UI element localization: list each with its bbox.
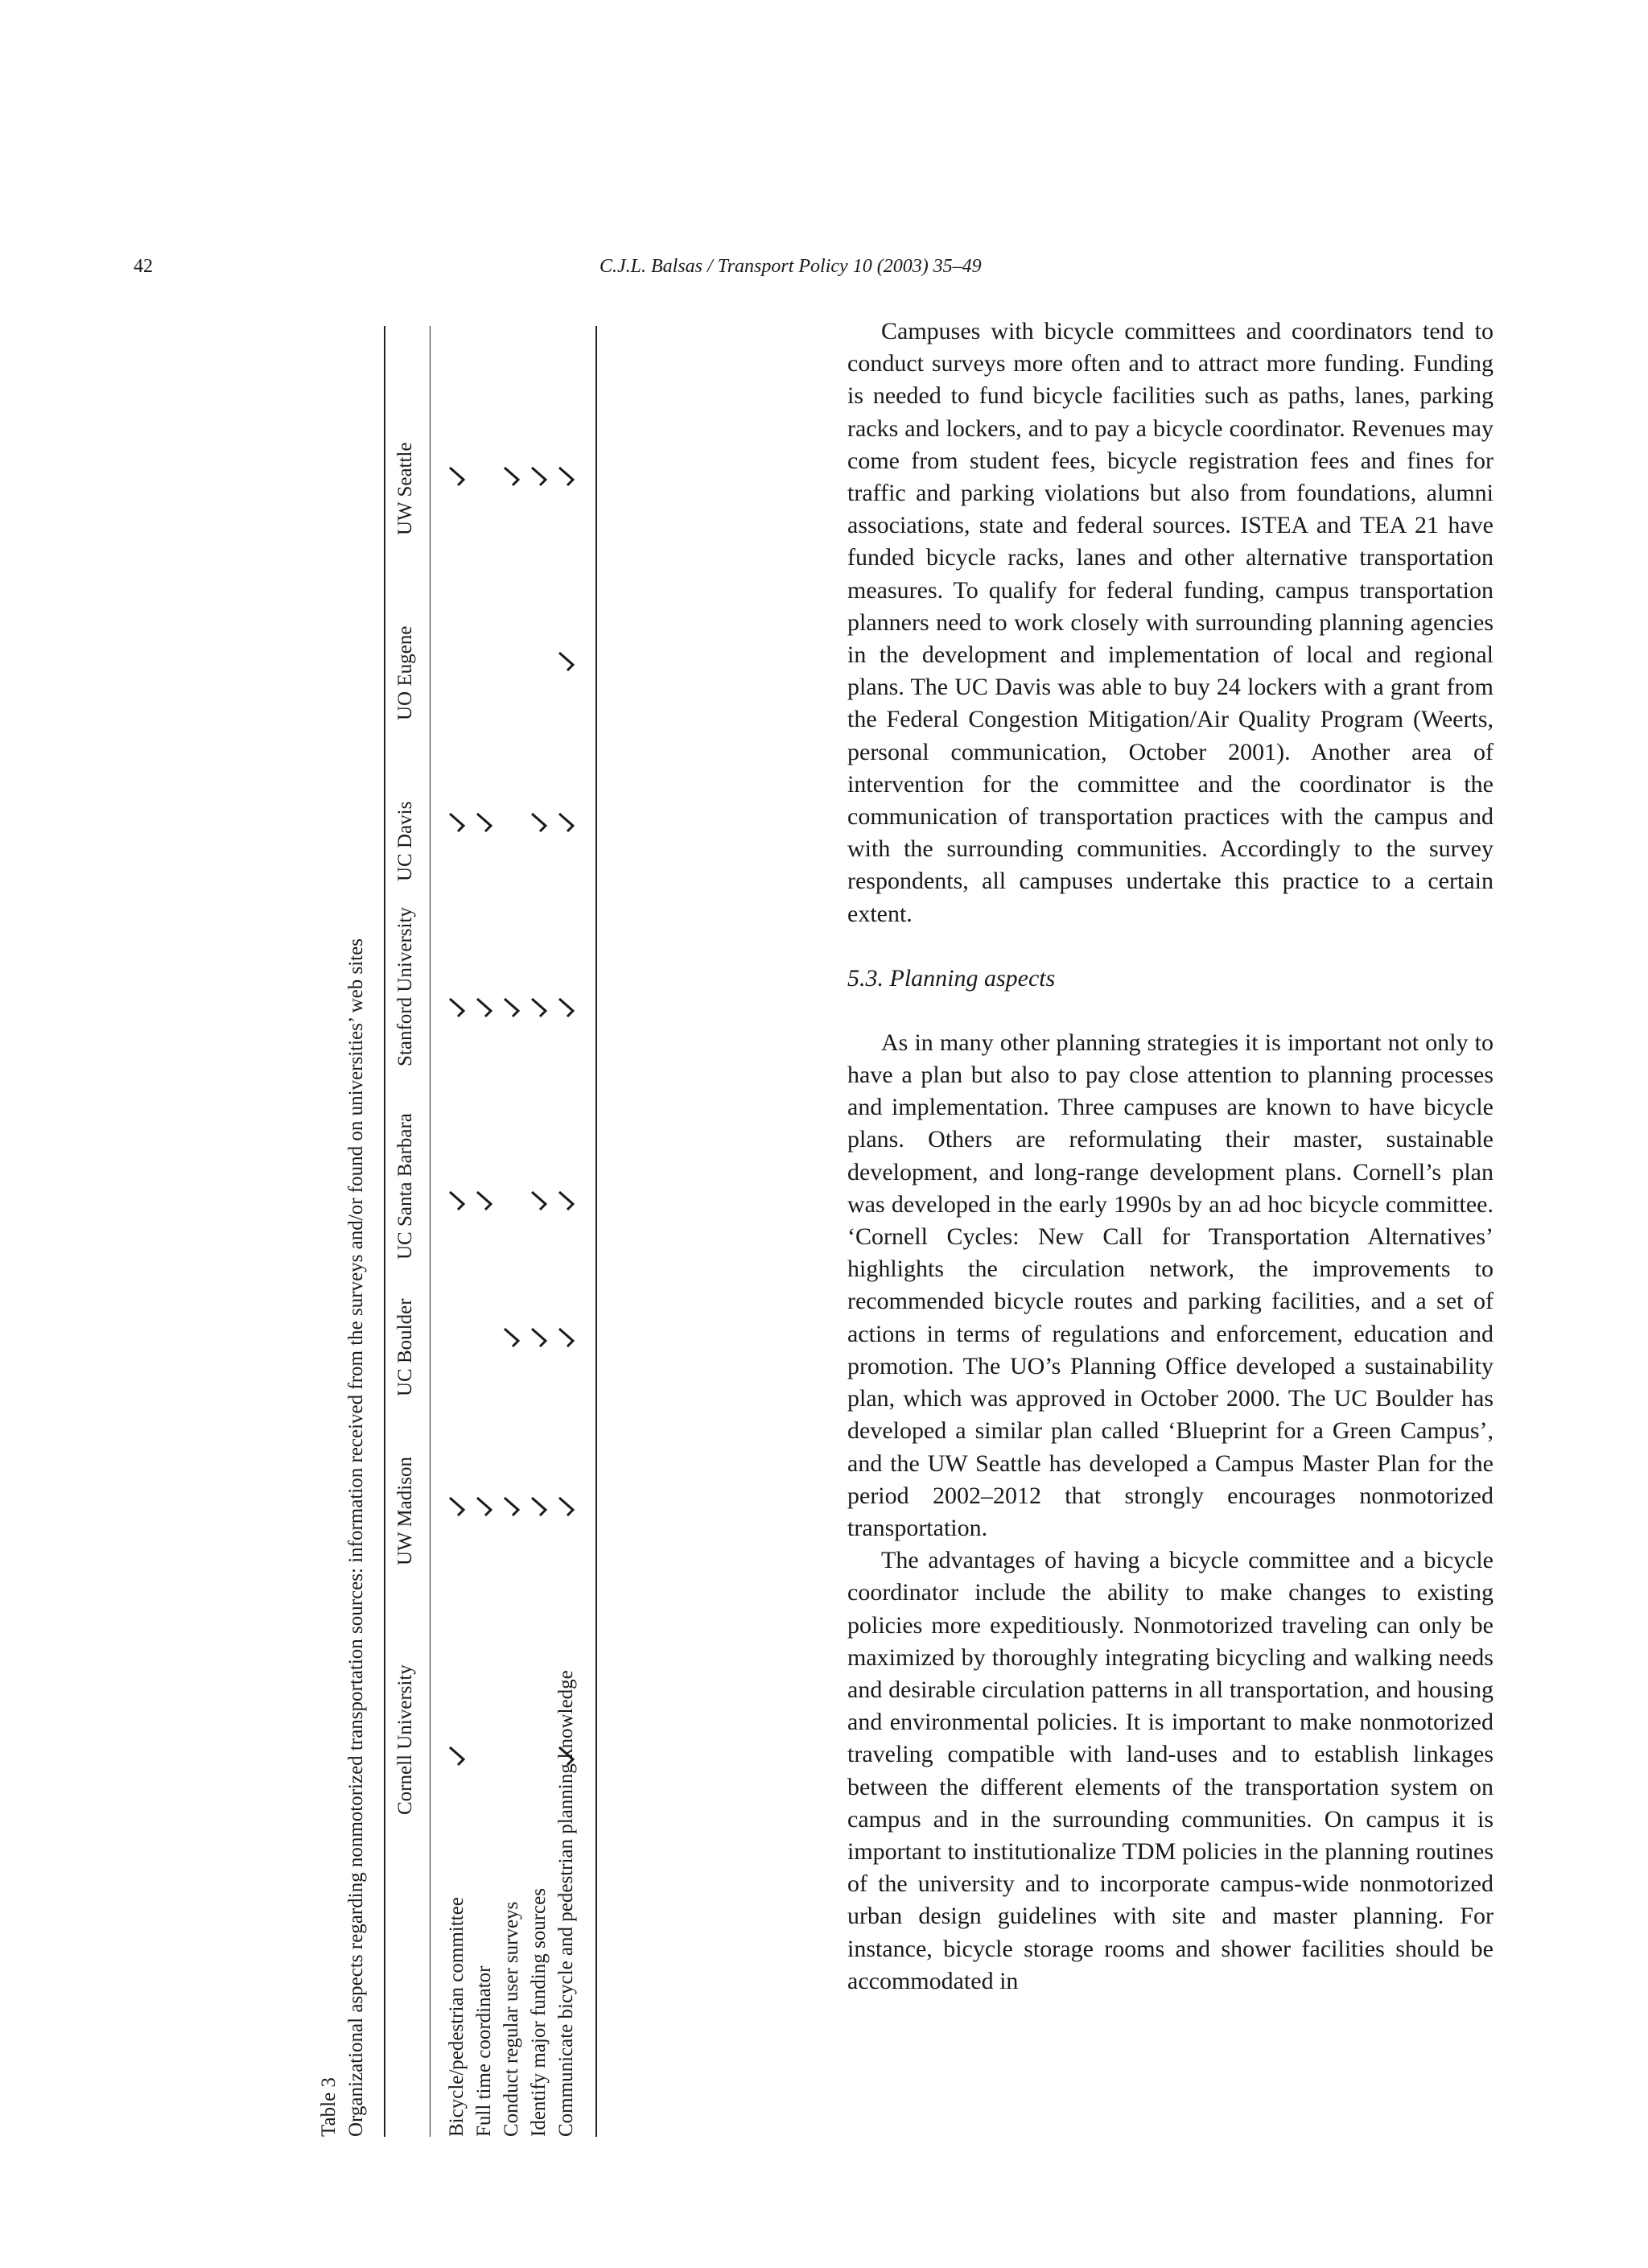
paragraph-funding: Campuses with bicycle committees and coordinators tend to conduct surveys more often and to attract more funding. Funding is needed to fund bicycle facilities such as paths, lanes, parking racks and lockers, and to pay a bicycle coordinator. Revenues may come from student fees, bicycle registration fees and fines for traffic and parking violations but also from foundations, alumni associations, state and federal sources. ISTEA and TEA 21 have funded bicycle racks, lanes and other alternative transportation measures. To qualify for federal funding, campus transportation planners need to work closely with surrounding planning agencies in the development and implementation of local and regional plans. The UC Davis was able to buy 24 lockers with a grant from the Federal Congestion Mitigation/Air Quality Program (Weerts, personal communication, October 2001). Another area of intervention for the committee and the coordinator is the communication of transportation practices with the campus and with the surrounding communities. Accordingly to the survey respondents, all campuses undertake this practice to a certain extent.: [847, 318, 1494, 927]
paragraph-planning: As in many other planning strategies it is important not only to have a plan but also to pay close attention to planning processes and implementation. Three campuses are known to have bicycle plans. Others are reformulating their master, sustainable development, and long-range development plans. Cornell’s plan was developed in the early 1990s by an ad hoc bicycle committee. ‘Cornell Cycles: New Call for Transportation Alternatives’ highlights the circulation network, the improvements to recommended bicycle routes and parking facilities, and a set of actions in terms of regulations and enforcement, education and promotion. The UO’s Planning Office developed a sustainability plan, which was approved in October 2000. The UC Boulder has developed a similar plan called ‘Blueprint for a Green Campus’, and the UW Seattle has developed a Campus Master Plan for the period 2002–2012 that strongly encourages nonmotorized transportation.: [847, 1029, 1494, 1541]
check-icon: [529, 997, 549, 1018]
check-icon: [475, 812, 494, 833]
section-heading: 5.3. Planning aspects: [847, 964, 1056, 992]
running-header: C.J.L. Balsas / Transport Policy 10 (2003) 35–49: [599, 256, 982, 277]
check-icon: [529, 812, 549, 833]
table-rule-bottom: [595, 326, 597, 2137]
check-icon: [475, 997, 494, 1018]
check-icon: [529, 1190, 549, 1211]
check-icon: [475, 1190, 494, 1211]
table-row: [473, 326, 501, 2137]
check-icon: [475, 1496, 494, 1517]
check-icon: [502, 1496, 521, 1517]
table-3: [315, 326, 597, 2137]
table-row: [555, 326, 583, 2137]
check-icon: [557, 812, 576, 833]
row-label: Bicycle/pedestrian committee: [446, 1897, 468, 2137]
check-icon: [447, 1496, 467, 1517]
check-icon: [557, 651, 576, 672]
row-label: Identify major funding sources: [528, 1888, 550, 2137]
table-label: Table 3: [318, 2077, 340, 2137]
check-icon: [447, 466, 467, 487]
row-label: Communicate bicycle and pedestrian planning knowledge: [555, 1670, 577, 2137]
check-icon: [529, 466, 549, 487]
check-icon: [447, 997, 467, 1018]
table-row: [501, 326, 528, 2137]
check-icon: [502, 466, 521, 487]
check-icon: [557, 466, 576, 487]
paragraph-advantages: The advantages of having a bicycle committee and a bicycle coordinator include the ability to make changes to existing policies more expeditiously. Nonmotorized traveling can only be maximized by thoroughly integrating bicycling and walking needs and desirable circulation patterns in all transportation, and housing and environmental policies. It is important to make nonmotorized traveling compatible with land-uses and to establish linkages between the different elements of the transportation system on campus and in the surrounding communities. On campus it is important to institutionalize TDM policies in the planning routines of the university and to incorporate campus-wide nonmotorized urban design guidelines with site and master planning. For instance, bicycle storage rooms and shower facilities should be accommodated in: [847, 1547, 1494, 1994]
check-icon: [529, 1327, 549, 1348]
table-caption-text: Organizational aspects regarding nonmotorized transportation sources: information received from the surveys and/or found on universities’ web sites: [345, 938, 367, 2137]
column-header: UW Seattle: [394, 442, 416, 535]
column-header: UO Eugene: [394, 625, 416, 720]
check-icon: [447, 812, 467, 833]
table-row: [528, 326, 555, 2137]
table-caption: [315, 938, 370, 2137]
table-rule-header: [430, 326, 431, 2137]
check-icon: [557, 1327, 576, 1348]
column-header: UC Santa Barbara: [394, 1113, 416, 1260]
table-rule-top: [384, 326, 385, 2137]
check-icon: [557, 997, 576, 1018]
check-icon: [557, 1496, 576, 1517]
check-icon: [447, 1190, 467, 1211]
column-header: UC Davis: [394, 801, 416, 881]
check-icon: [447, 1746, 467, 1767]
body-text-column: [847, 315, 1494, 1998]
column-header: UC Boulder: [394, 1298, 416, 1396]
check-icon: [557, 1190, 576, 1211]
row-label: Full time coordinator: [473, 1965, 495, 2137]
row-label: Conduct regular user surveys: [501, 1901, 522, 2137]
check-icon: [529, 1496, 549, 1517]
check-icon: [502, 997, 521, 1018]
column-header: UW Madison: [394, 1457, 416, 1565]
check-icon: [557, 1746, 576, 1767]
column-header: Cornell University: [394, 1664, 416, 1815]
table-row: [446, 326, 473, 2137]
page-number: 42: [134, 256, 153, 277]
column-header: Stanford University: [394, 907, 416, 1066]
check-icon: [502, 1327, 521, 1348]
